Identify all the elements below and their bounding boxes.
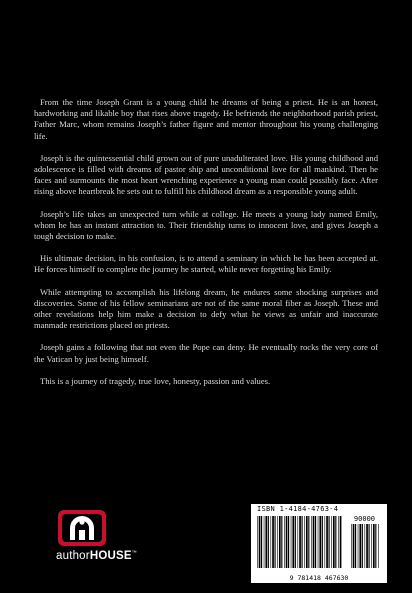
back-cover-blurb	[34, 97, 378, 398]
barcode-bar	[271, 516, 272, 568]
barcode-bar	[284, 516, 285, 568]
barcode-bar	[351, 524, 352, 568]
barcode-bar	[319, 516, 321, 568]
barcode-bar	[275, 516, 276, 568]
barcode-bar	[268, 516, 269, 568]
publisher-name-author: author	[56, 550, 90, 562]
barcode-bar	[322, 516, 323, 568]
barcode-bar	[298, 516, 299, 568]
barcode-bar	[366, 524, 368, 568]
publisher-name	[56, 550, 137, 562]
barcode-bar	[261, 516, 262, 568]
blurb-paragraph-7: This is a journey of tragedy, true love, honesty, passion and values.	[40, 375, 271, 386]
barcode-bar	[326, 516, 328, 568]
barcode-bar	[304, 516, 305, 568]
barcode-bar	[353, 524, 355, 568]
authorhouse-logo-icon	[56, 506, 108, 548]
barcode-box	[251, 504, 387, 583]
barcode-bar	[359, 524, 361, 568]
barcode-bar	[259, 516, 261, 568]
barcode-bar	[315, 516, 316, 568]
barcode-bar	[369, 524, 370, 568]
barcode-bar	[292, 516, 294, 568]
barcode-bar	[325, 516, 326, 568]
barcode-bar	[378, 524, 379, 568]
barcode-bar	[295, 516, 296, 568]
isbn-label: ISBN 1-4184-4763-4	[257, 505, 339, 513]
blurb-paragraph-2: Joseph is the quintessential child grown out of pure unadulterated love. His young childhood and adolescence is filled with dreams of pastor ship and unconditional love for all mankind. Then he faces and surmounts the most heart wrenching experience a young man could possibly face. After rising above heartbreak he sets out to fulfill his childhood dream as a responsible young adult.	[34, 152, 378, 197]
barcode-bar	[371, 524, 372, 568]
trademark-symbol: ™	[131, 550, 137, 556]
barcode-bar	[265, 516, 267, 568]
barcode-bar	[299, 516, 301, 568]
barcode-bar	[279, 516, 281, 568]
publisher-logo	[56, 506, 156, 582]
barcode-bar	[373, 524, 375, 568]
barcode-bar	[308, 516, 309, 568]
barcode-bar	[272, 516, 274, 568]
barcode-bar	[277, 516, 278, 568]
barcode-bar	[365, 524, 366, 568]
publisher-name-house: HOUSE	[89, 550, 132, 562]
barcode-bar	[329, 516, 330, 568]
barcode-bar	[281, 516, 282, 568]
barcode-bar	[338, 516, 339, 568]
blurb-paragraph-1: From the time Joseph Grant is a young child he dreams of being a priest. He is an honest, hardworking and likable boy that rises above tragedy. He befriends the neighborhood parish priest, Father Marc, whom remains Joseph’s father figure and mentor throughout his young challenging life.	[34, 97, 378, 141]
blurb-paragraph-3: Joseph’s life takes an unexpected turn while at college. He meets a young lady named Emily, whom he has an instant attraction to. Their friendship turns to innocent love, and gives Joseph a tough decision to make.	[34, 208, 378, 242]
blurb-paragraph-4: His ultimate decision, in his confusion, is to attend a seminary in which he has been accepted at. He forces himself to complete the journey he started, while never forgetting his Emily.	[34, 253, 378, 275]
barcode-bar	[313, 516, 315, 568]
barcode-bar	[286, 516, 288, 568]
barcode-bar	[311, 516, 312, 568]
barcode-bar	[333, 516, 335, 568]
barcode-bar	[358, 524, 359, 568]
barcode-bar	[318, 516, 319, 568]
barcode-bar	[302, 516, 303, 568]
ean-number: 9 781418 467630	[289, 574, 349, 582]
blurb-paragraph-5: While attempting to accomplish his lifelong dream, he endures some shocking surprises and discoveries. Some of his fellow seminarians are not of the same moral fiber as Joseph. These and other revelations help him make a decision to defy what he views as unfair and inaccurate manmade restrictions placed on priests.	[34, 286, 378, 331]
barcode-bar	[306, 516, 308, 568]
barcode-bar	[335, 516, 336, 568]
barcode-bar	[264, 516, 265, 568]
barcode-bar	[331, 516, 332, 568]
barcode-bar	[257, 516, 258, 568]
barcode-bar	[340, 516, 342, 568]
barcode-bar	[291, 516, 292, 568]
price-code: 90000	[353, 515, 375, 523]
barcode-bar	[362, 524, 363, 568]
barcode	[255, 514, 383, 572]
barcode-bar	[355, 524, 356, 568]
barcode-bar	[375, 524, 376, 568]
blurb-paragraph-6: Joseph gains a following that not even the Pope can deny. He eventually rocks the very core of the Vatican by just being himself.	[34, 342, 378, 364]
barcode-bar	[288, 516, 289, 568]
